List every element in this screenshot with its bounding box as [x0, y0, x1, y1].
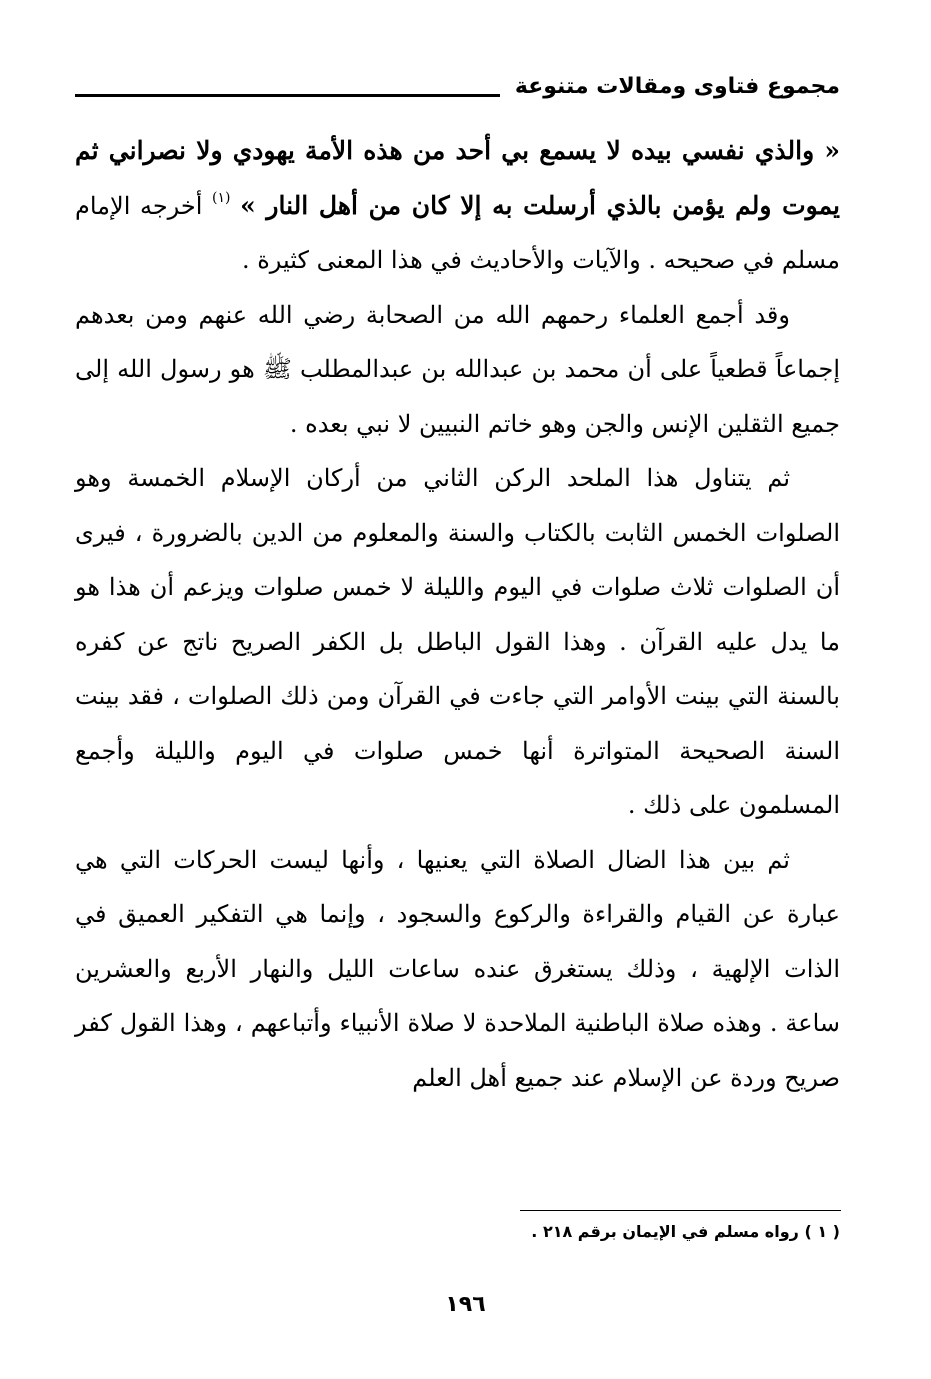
main-text: [75, 124, 840, 1105]
footnote-rule: [520, 1210, 841, 1211]
hadith-quote: « والذي نفسي بيده لا يسمع بي أحد من هذه الأمة يهودي ولا نصراني ثم يموت ولم يؤمن بالذي أرسلت به إلا كان من أهل النار »: [75, 136, 841, 220]
footnote-reference: (١): [212, 189, 231, 206]
paragraph-1: [75, 124, 840, 288]
paragraph-3: ثم يتناول هذا الملحد الركن الثاني من أركان الإسلام الخمسة وهو الصلوات الخمس الثابت بالكتاب والسنة والمعلوم من الدين بالضرورة ، فيرى أن الصلوات ثلاث صلوات في اليوم والليلة لا خمس صلوات ويزعم أن هذا هو ما يدل عليه القرآن . وهذا القول الباطل بل الكفر الصريح ناتج عن كفره بالسنة التي بينت الأوامر التي جاءت في القرآن ومن ذلك الصلوات ، فقد بينت السنة الصحيحة المتواترة أنها خمس صلوات في اليوم والليلة وأجمع المسلمون على ذلك .: [75, 464, 840, 819]
paragraph-4: ثم بين هذا الضال الصلاة التي يعنيها ، وأنها ليست الحركات التي هي عبارة عن القيام والقراءة والركوع والسجود ، وإنما هي التفكير العميق في الذات الإلهية ، وذلك يستغرق عنده ساعات الليل والنهار الأربع والعشرين ساعة . وهذه صلاة الباطنية الملاحدة لا صلاة الأنبياء وأتباعهم ، وهذا القول كفر صريح وردة عن الإسلام عند جميع أهل العلم: [75, 845, 840, 1092]
page-number: ١٩٦: [445, 1292, 486, 1317]
paragraph-1-text: أخرجه الإمام مسلم في صحيحه . والآيات والأحاديث في هذا المعنى كثيرة .: [75, 191, 840, 274]
paragraph-2: وقد أجمع العلماء رحمهم الله من الصحابة رضي الله عنهم ومن بعدهم إجماعاً قطعياً على أن محمد بن عبدالله بن عبدالمطلب ﷺ هو رسول الله إلى جميع الثقلين الإنس والجن وهو خاتم النبيين لا نبي بعده .: [75, 300, 840, 438]
header-title: مجموع فتاوى ومقالات متنوعة: [514, 74, 840, 99]
footnote: ( ١ ) رواه مسلم في الإيمان برقم ٢١٨ .: [531, 1222, 840, 1241]
header-rule: [75, 94, 500, 97]
running-header: [75, 72, 840, 112]
